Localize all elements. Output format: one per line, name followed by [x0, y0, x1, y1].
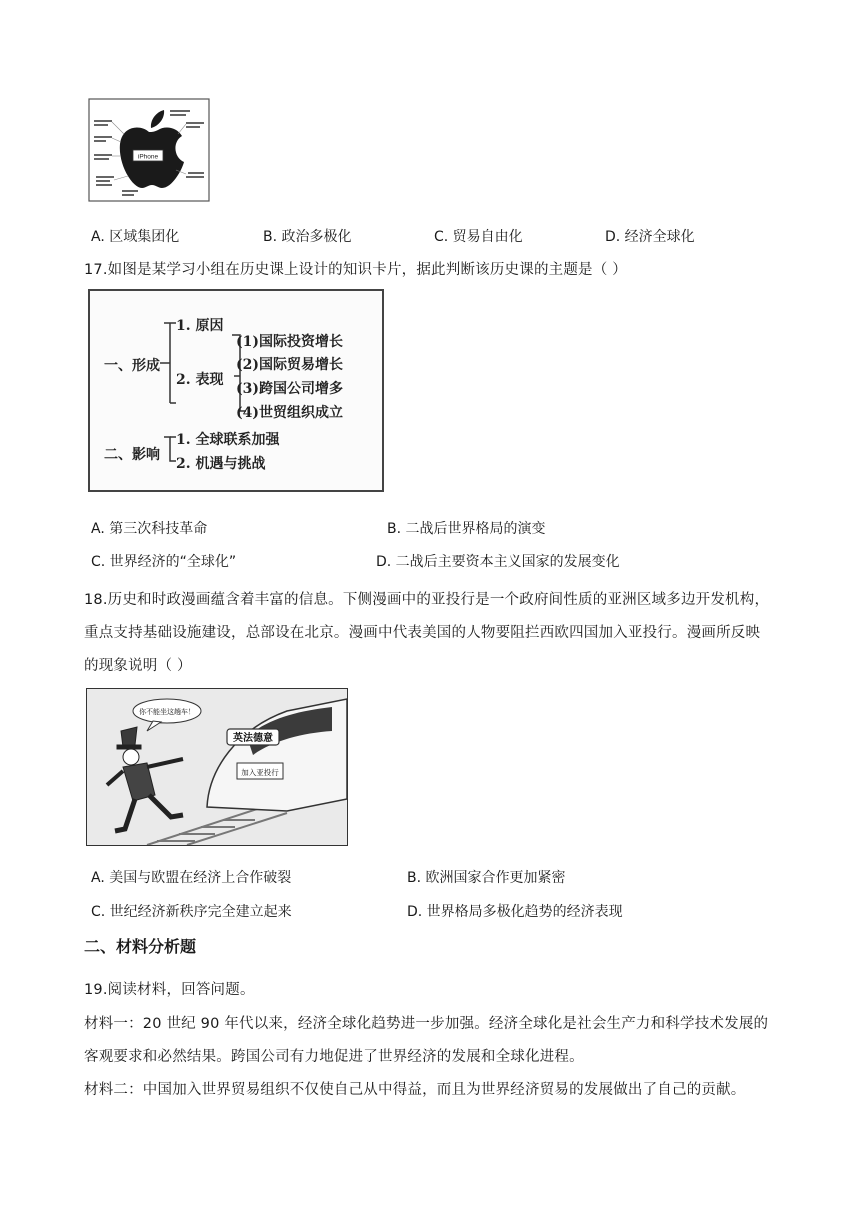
q18-option-b: B. 欧洲国家合作更加紧密 [407, 870, 566, 886]
card-impact-2: 2. 机遇与挑战 [176, 456, 266, 472]
q18-option-a: A. 美国与欧盟在经济上合作破裂 [91, 870, 292, 886]
q18-stem-line-1: 18.历史和时政漫画蕴含着丰富的信息。下侧漫画中的亚投行是一个政府间性质的亚洲区域多边开发机构， [84, 592, 770, 608]
q17-option-c: C. 世界经济的“全球化” [91, 554, 237, 570]
q16-option-a: A. 区域集团化 [91, 229, 180, 245]
q17-stem: 17.如图是某学习小组在历史课上设计的知识卡片，据此判断该历史课的主题是（ ） [84, 262, 627, 278]
card-section-formation: 一、形成 [104, 358, 160, 374]
q16-option-c: C. 贸易自由化 [434, 229, 523, 245]
q16-option-b: B. 政治多极化 [263, 229, 352, 245]
apple-logo-icon [88, 98, 210, 202]
cartoon-illustration [87, 689, 347, 845]
q19-material-1-line-1: 材料一：20 世纪 90 年代以来，经济全球化趋势进一步加强。经济全球化是社会生产力和科学技术发展的 [84, 1016, 769, 1032]
card-section-impact: 二、影响 [104, 447, 160, 463]
q19-material-1-line-2: 客观要求和必然结果。跨国公司有力地促进了世界经济的发展和全球化进程。 [84, 1049, 584, 1065]
q19-material-2: 材料二：中国加入世界贸易组织不仅使自己从中得益，而且为世界经济贸易的发展做出了自己的贡献。 [84, 1082, 746, 1098]
card-impact-1: 1. 全球联系加强 [176, 432, 280, 448]
q18-option-d: D. 世界格局多极化趋势的经济表现 [407, 904, 623, 920]
apple-globalization-figure [88, 98, 210, 202]
card-item-2: (2)国际贸易增长 [236, 357, 343, 373]
card-item-4: (4)世贸组织成立 [236, 405, 343, 421]
q17-option-d: D. 二战后主要资本主义国家的发展变化 [376, 554, 620, 570]
q17-option-b: B. 二战后世界格局的演变 [387, 521, 546, 537]
card-item-3: (3)跨国公司增多 [236, 381, 343, 397]
speech-bubble: 你不能坐这趟车！ [139, 708, 195, 716]
card-reason: 1. 原因 [176, 318, 224, 334]
aiib-sign: 加入亚投行 [241, 768, 279, 777]
q18-stem-line-2: 重点支持基础设施建设，总部设在北京。漫画中代表美国的人物要阻拦西欧四国加入亚投行。漫画所反映 [84, 625, 761, 641]
iphone-label: iPhone [137, 153, 159, 161]
q17-option-a: A. 第三次科技革命 [91, 521, 208, 537]
section-heading: 二、材料分析题 [84, 937, 197, 956]
q16-option-d: D. 经济全球化 [605, 229, 695, 245]
q18-stem-line-3: 的现象说明（ ） [84, 658, 192, 674]
card-item-1: (1)国际投资增长 [236, 334, 343, 350]
q18-option-c: C. 世纪经济新秩序完全建立起来 [91, 904, 292, 920]
train-label: 英法德意 [233, 733, 273, 744]
card-manifestation: 2. 表现 [176, 372, 224, 388]
q19-stem: 19.阅读材料，回答问题。 [84, 982, 255, 998]
aiib-cartoon-figure [86, 688, 348, 846]
knowledge-card-figure [88, 289, 384, 492]
